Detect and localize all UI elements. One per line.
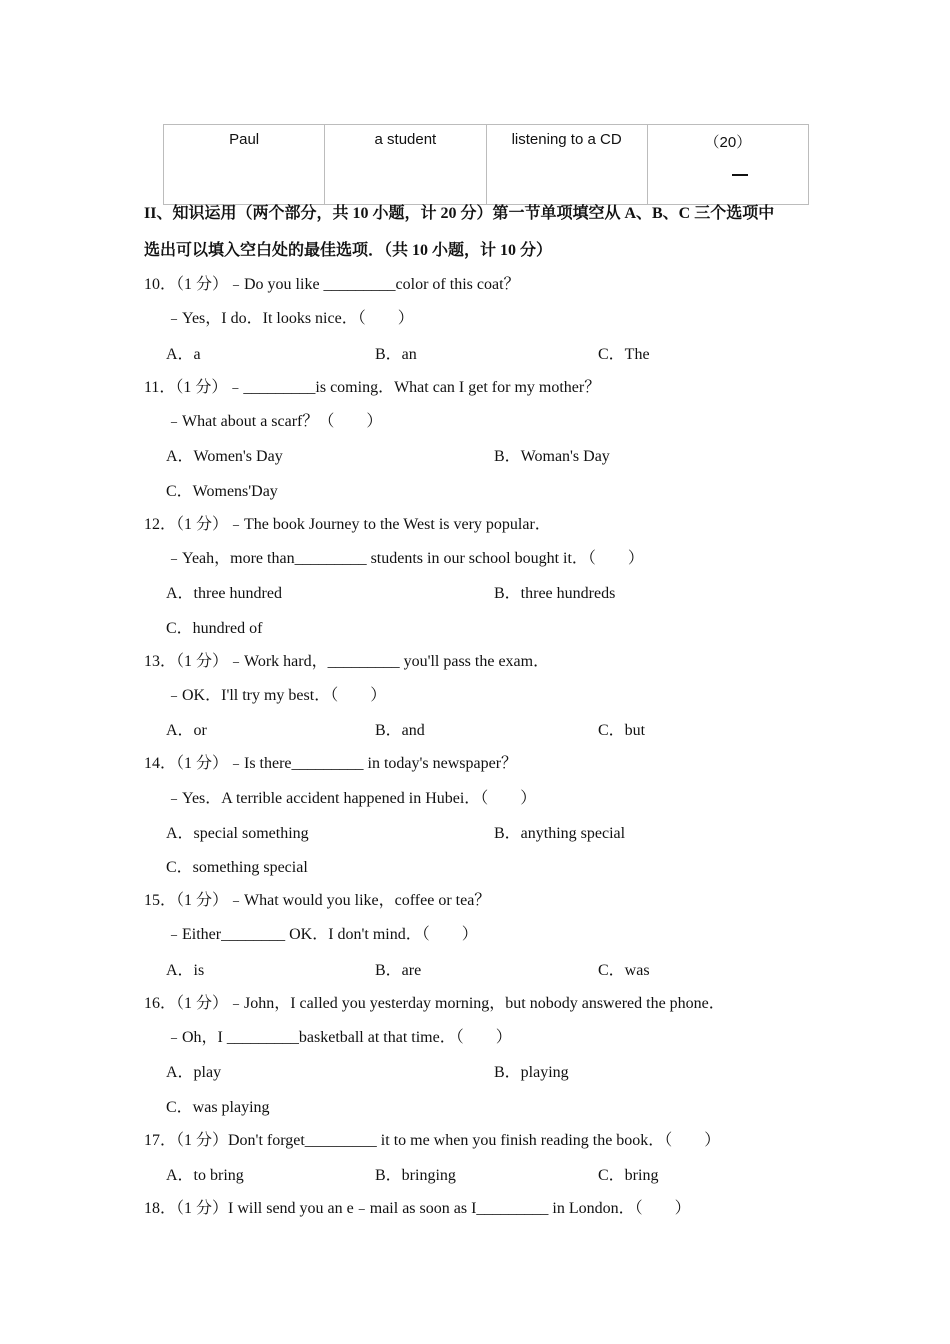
table-cell-blank [647,125,808,205]
section-heading-line1: II、知识运用（两个部分，共 10 小题，计 20 分）第一节单项填空从 A、B、C 三个选项中 [144,205,775,222]
question-reply: ﹣Yeah，more than_________ students in our school bought it．（ ） [166,550,644,567]
option-b[interactable]: B．and [375,722,425,739]
option-c[interactable]: C．was [598,962,650,979]
answer-table [163,124,809,205]
option-b[interactable]: B．bringing [375,1167,456,1184]
question-stem: 11．（1 分）﹣_________is coming．What can I get for my mother？ [144,379,601,396]
section-heading-line2: 选出可以填入空白处的最佳选项．（共 10 小题，计 10 分） [144,242,553,259]
table-cell: a student [325,125,486,205]
option-a[interactable]: A．to bring [166,1167,244,1184]
question-stem: 15．（1 分）﹣What would you like，coffee or tea？ [144,892,491,909]
option-b[interactable]: B．anything special [494,825,626,842]
option-c[interactable]: C．The [598,346,650,363]
option-c[interactable]: C．bring [598,1167,659,1184]
option-a[interactable]: A．or [166,722,207,739]
option-a[interactable]: A．three hundred [166,585,282,602]
question-reply: ﹣What about a scarf？（ ） [166,413,383,430]
option-b[interactable]: B．are [375,962,422,979]
option-b[interactable]: B．three hundreds [494,585,616,602]
question-reply: ﹣OK．I'll try my best．（ ） [166,687,387,704]
option-a[interactable]: A．Women's Day [166,448,283,465]
question-stem: 16．（1 分）﹣John，I called you yesterday morning，but nobody answered the phone． [144,995,725,1012]
blank-number: （20） [704,134,752,151]
option-b[interactable]: B．playing [494,1064,569,1081]
question-stem: 17．（1 分）Don't forget_________ it to me when you finish reading the book．（ ） [144,1132,721,1149]
table-row [164,125,809,205]
question-stem: 12．（1 分）﹣The book Journey to the West is very popular． [144,516,551,533]
option-a[interactable]: A．a [166,346,201,363]
answer-line [732,174,748,176]
question-reply: ﹣Either________ OK．I don't mind．（ ） [166,926,478,943]
option-a[interactable]: A．is [166,962,205,979]
table-cell: listening to a CD [486,125,647,205]
option-b[interactable]: B．an [375,346,417,363]
question-stem: 18．（1 分）I will send you an e﹣mail as soon as I_________ in London．（ ） [144,1200,691,1217]
question-stem: 10．（1 分）﹣Do you like _________color of this coat？ [144,276,520,293]
option-c[interactable]: C．something special [166,859,308,876]
option-a[interactable]: A．play [166,1064,222,1081]
question-reply: ﹣Yes，I do．It looks nice．（ ） [166,310,414,327]
option-c[interactable]: C．but [598,722,646,739]
question-reply: ﹣Yes．A terrible accident happened in Hubei．（ ） [166,790,537,807]
question-reply: ﹣Oh，I _________basketball at that time．（ ） [166,1029,512,1046]
option-c[interactable]: C．was playing [166,1099,270,1116]
option-a[interactable]: A．special something [166,825,309,842]
table-cell: Paul [164,125,325,205]
option-b[interactable]: B．Woman's Day [494,448,610,465]
option-c[interactable]: C．Womens'Day [166,483,278,500]
option-c[interactable]: C．hundred of [166,620,263,637]
question-stem: 13．（1 分）﹣Work hard，_________ you'll pass the exam． [144,653,550,670]
question-stem: 14．（1 分）﹣Is there_________ in today's newspaper？ [144,755,518,772]
